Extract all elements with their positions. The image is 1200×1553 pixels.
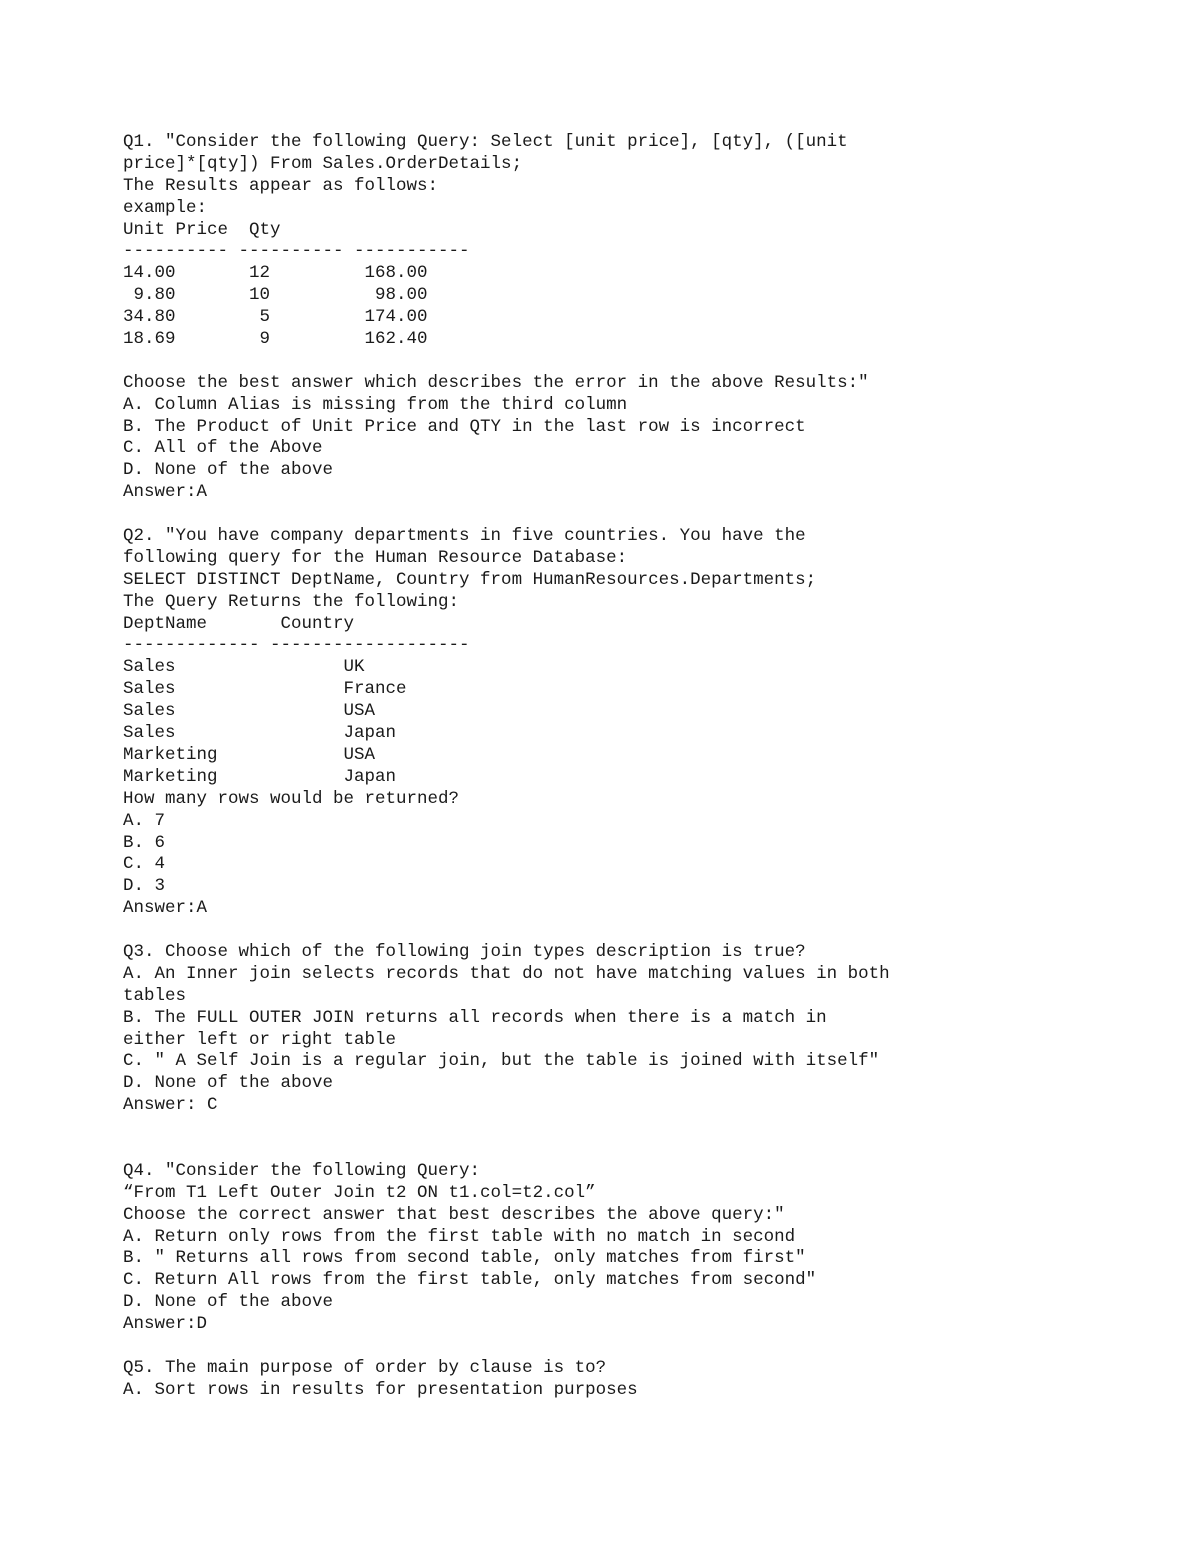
q2-table-row: Marketing Japan xyxy=(123,766,397,787)
q2-table-row: Sales USA xyxy=(123,701,376,722)
q5-option-a: A. Sort rows in results for presentation purposes xyxy=(123,1379,638,1400)
q2-table-row: Sales Japan xyxy=(123,723,397,744)
q1-table-row: 34.80 5 174.00 xyxy=(123,307,428,328)
blank-line xyxy=(123,351,1123,373)
q3-option-c: C. " A Self Join is a regular join, but the table is joined with itself" xyxy=(123,1051,880,1072)
question-3 xyxy=(123,942,1123,1161)
q2-table-separator: ------------- ------------------- xyxy=(123,635,470,656)
q2-prompt-line-1: Q2. "You have company departments in five countries. You have the xyxy=(123,526,806,547)
q1-table-row: 18.69 9 162.40 xyxy=(123,329,428,350)
q1-option-a: A. Column Alias is missing from the third column xyxy=(123,394,628,415)
q4-query: “From T1 Left Outer Join t2 ON t1.col=t2.col” xyxy=(123,1182,596,1203)
q2-option-c: C. 4 xyxy=(123,854,166,875)
blank-line xyxy=(123,504,1123,526)
blank-line xyxy=(123,920,1123,942)
blank-line xyxy=(123,1117,1123,1139)
q1-table-header: Unit Price Qty xyxy=(123,219,281,240)
q4-question-text: Choose the correct answer that best describes the above query:" xyxy=(123,1204,785,1225)
q2-table-row: Marketing USA xyxy=(123,744,376,765)
q3-question-text: Q3. Choose which of the following join types description is true? xyxy=(123,941,806,962)
q1-option-d: D. None of the above xyxy=(123,460,334,481)
q1-table-row: 14.00 12 168.00 xyxy=(123,263,428,284)
q2-prompt-line-2: following query for the Human Resource Database: xyxy=(123,547,628,568)
blank-line xyxy=(123,1336,1123,1358)
question-5 xyxy=(123,1358,1123,1402)
q1-table-separator: ---------- ---------- ----------- xyxy=(123,241,470,262)
q2-query: SELECT DISTINCT DeptName, Country from HumanResources.Departments; xyxy=(123,569,817,590)
q4-option-b: B. " Returns all rows from second table, only matches from first" xyxy=(123,1248,806,1269)
q2-question-text: How many rows would be returned? xyxy=(123,788,460,809)
q4-answer: Answer:D xyxy=(123,1314,208,1335)
q3-option-a: A. An Inner join selects records that do not have matching values in both xyxy=(123,963,890,984)
q3-option-a-cont: tables xyxy=(123,985,187,1006)
question-1 xyxy=(123,132,1123,526)
q2-option-b: B. 6 xyxy=(123,832,166,853)
q2-option-a: A. 7 xyxy=(123,810,166,831)
q5-question-text: Q5. The main purpose of order by clause is to? xyxy=(123,1357,607,1378)
q3-option-b-cont: either left or right table xyxy=(123,1029,397,1050)
q1-option-c: C. All of the Above xyxy=(123,438,323,459)
q2-table-header: DeptName Country xyxy=(123,613,355,634)
q1-results-intro: The Results appear as follows: xyxy=(123,175,439,196)
q2-answer: Answer:A xyxy=(123,898,208,919)
q2-table-row: Sales UK xyxy=(123,657,365,678)
q1-table-row: 9.80 10 98.00 xyxy=(123,285,428,306)
q2-option-d: D. 3 xyxy=(123,876,166,897)
q1-example-label: example: xyxy=(123,197,208,218)
q1-prompt-line-1: Q1. "Consider the following Query: Select [unit price], [qty], ([unit xyxy=(123,132,848,152)
q1-prompt-line-2: price]*[qty]) From Sales.OrderDetails; xyxy=(123,153,523,174)
question-4 xyxy=(123,1161,1123,1358)
q4-option-c: C. Return All rows from the first table, only matches from second" xyxy=(123,1270,817,1291)
document-page xyxy=(123,132,1123,1402)
q1-answer: Answer:A xyxy=(123,482,208,503)
q3-option-b: B. The FULL OUTER JOIN returns all records when there is a match in xyxy=(123,1007,827,1028)
q4-option-a: A. Return only rows from the first table with no match in second xyxy=(123,1226,796,1247)
blank-line xyxy=(123,1139,1123,1161)
q4-option-d: D. None of the above xyxy=(123,1292,334,1313)
q3-answer: Answer: C xyxy=(123,1095,218,1116)
q3-option-d: D. None of the above xyxy=(123,1073,334,1094)
q1-question-text: Choose the best answer which describes the error in the above Results:" xyxy=(123,372,869,393)
q2-results-intro: The Query Returns the following: xyxy=(123,591,460,612)
question-2 xyxy=(123,526,1123,942)
q1-option-b: B. The Product of Unit Price and QTY in the last row is incorrect xyxy=(123,416,806,437)
q4-prompt-line-1: Q4. "Consider the following Query: xyxy=(123,1160,481,1181)
q2-table-row: Sales France xyxy=(123,679,407,700)
